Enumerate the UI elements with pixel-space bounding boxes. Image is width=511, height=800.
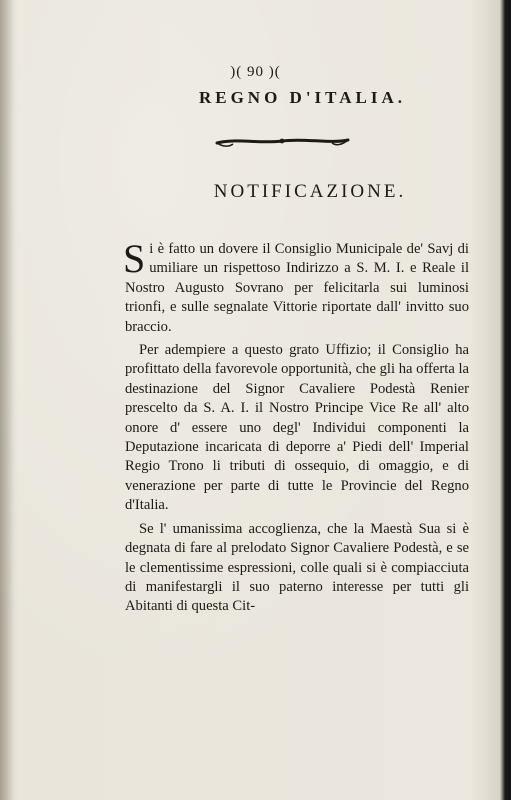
running-head: REGNO D'ITALIA.	[198, 88, 407, 107]
paragraph-2: Per adempiere a questo grato Uffizio; il Consiglio ha profittato della favorevole opportunità, che gli ha offerta la destinazione del Signor Cavaliere Podestà Renier prescelto da S. A. I. il Nostro Principe Vice Re all' alto onore d' essere uno degl' Individui componenti la Deputazione incaricata di deporre a' Piedi dell' Imperial Regio Trono li tributi di ossequio, di omaggio, e di venerazione per parte di tutte le Provincie del Regno d'Italia.	[125, 342, 469, 514]
paragraph-3: Se l' umanissima accoglienza, che la Maestà Sua si è degnata di fare al prelodato Signor Cavaliere Podestà, e se le clementissime espressioni, colle quali si è compiacciuta di manifestargli il suo paterno interesse per tutti gli Abitanti di questa Cit-	[125, 520, 469, 615]
body-text	[123, 236, 469, 621]
page-edge-shadow	[0, 0, 14, 800]
paragraph-1-text: i è fatto un dovere il Consiglio Municipale de' Savj di umiliare un rispettoso Indirizzo a S. M. I. e Reale il Nostro Augusto Sovrano per felicitarla sui luminosi trionfi, e sulle segnalate Vittorie riportate dall' invitto suo braccio.	[125, 241, 469, 335]
paragraph-1	[123, 236, 469, 337]
ornament-rule-icon	[215, 134, 350, 150]
document-title: NOTIFICAZIONE.	[213, 181, 407, 202]
drop-cap: S	[123, 236, 146, 281]
page-number: )( 90 )(	[230, 64, 281, 80]
